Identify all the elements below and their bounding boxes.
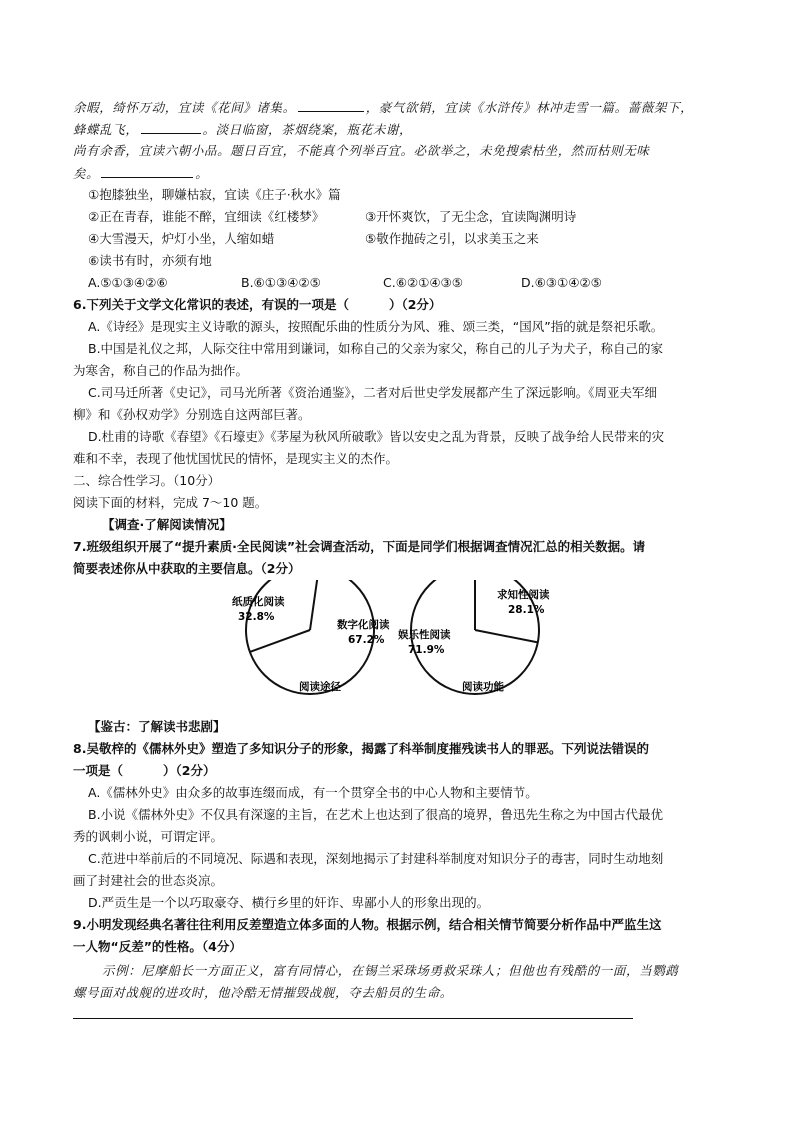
question-9-line-1: 9.小明发现经典名著往往利用反差塑造立体多面的人物。根据示例，结合相关情节简要分析作品中严监生这 — [73, 917, 662, 932]
answer-line[interactable] — [73, 1018, 633, 1019]
slice-value: 71.9% — [408, 644, 445, 656]
option-3: ③开怀爽饮，了无尘念，宜读陶渊明诗 — [365, 209, 577, 224]
subsection-survey: 【调查·了解阅读情况】 — [102, 517, 232, 532]
slice-value: 32.8% — [238, 611, 275, 623]
passage-text: 余暇，绮怀万动，宜读《花间》诸集。 — [73, 100, 296, 115]
passage-text: ，豪气欲销，宜读《水浒传》林冲走雪一篇。蔷薇架下， — [365, 100, 694, 115]
slice-value: 67.2% — [348, 634, 385, 646]
passage-text: 蜂蝶乱飞， — [73, 122, 139, 137]
question-6-stem: 6.下列关于文学文化常识的表述，有误的一项是（ ）（2分） — [73, 297, 442, 312]
q6-option-b-cont: 为寒舍，称自己的作品为拙作。 — [73, 363, 249, 378]
q8-option-d[interactable]: D.严贡生是一个以巧取豪夺、横行乡里的奸诈、卑鄙小人的形象出现的。 — [88, 895, 490, 910]
q6-option-b[interactable]: B.中国是礼仪之邦，人际交往中常用到谦词，如称自己的父亲为家父，称自己的儿子为犬子，称自己的家 — [88, 341, 664, 356]
slice-label: 娱乐性阅读 — [398, 629, 451, 641]
choice-a[interactable]: A.⑤①③④②⑥ — [88, 275, 168, 290]
passage-line-1 — [73, 99, 693, 116]
choice-b[interactable]: B.⑥①③④②⑤ — [241, 275, 321, 290]
question-8-line-2: 一项是（ ）（2分） — [73, 763, 216, 778]
slice-label: 纸质化阅读 — [232, 596, 285, 608]
q8-option-c-cont: 画了封建社会的世态炎凉。 — [73, 873, 224, 888]
q6-option-c-cont: 柳》和《孙权劝学》分别选自这两部巨著。 — [73, 407, 311, 422]
slice-label: 数字化阅读 — [337, 619, 390, 631]
example-line-2: 螺号面对战舰的进攻时，他冷酷无情摧毁战舰，夺去船员的生命。 — [73, 985, 453, 1000]
choice-c[interactable]: C.⑥②①④③⑤ — [383, 275, 463, 290]
pie-chart-2 — [398, 580, 550, 694]
slice-label: 求知性阅读 — [497, 589, 550, 601]
passage-line-2 — [73, 121, 412, 138]
option-6: ⑥读书有时，亦须有地 — [88, 253, 212, 268]
option-5: ⑤敬作抛砖之引，以求美玉之来 — [365, 231, 539, 246]
passage-line-4: 矣。 。 — [73, 166, 209, 181]
pie-slice-divider — [250, 630, 310, 652]
pie-slice-divider — [310, 580, 319, 630]
passage-text: 矣。 — [73, 166, 100, 181]
passage-line-3: 尚有余香，宜读六朝小品。题日百宜，不能真个列举百宜。必欲举之，未免搜索枯坐，然而枯则无味 — [73, 143, 650, 158]
passage-text: 。淡日临窗，茶烟绕案，瓶花未谢， — [202, 122, 413, 137]
answer-blank[interactable] — [298, 99, 364, 112]
question-7-line-2: 简要表述你从中获取的主要信息。（2分） — [73, 561, 301, 576]
q6-option-c[interactable]: C.司马迁所著《史记》，司马光所著《资治通鉴》，二者对后世史学发展都产生了深远影响。《周亚夫军细 — [88, 385, 657, 400]
q6-option-d[interactable]: D.杜甫的诗歌《春望》《石壕吏》《茅屋为秋风所破歌》皆以安史之乱为背景，反映了战争给人民带来的灾 — [88, 429, 665, 444]
question-9-line-2: 一人物“反差”的性格。（4分） — [73, 939, 242, 954]
question-8-line-1: 8.吴敬梓的《儒林外史》塑造了多知识分子的形象，揭露了科举制度摧残读书人的罪恶。下列说法错误的 — [73, 741, 649, 756]
answer-blank[interactable] — [141, 121, 201, 134]
pie-charts — [0, 580, 794, 720]
q8-option-a[interactable]: A.《儒林外史》由众多的故事连缀而成，有一个贯穿全书的中心人物和主要情节。 — [88, 785, 538, 800]
q8-option-b-cont: 秀的讽刺小说，可谓定评。 — [73, 829, 224, 844]
option-2: ②正在青春，谁能不醉，宜细读《红楼梦》 — [88, 209, 325, 224]
pie-title: 阅读功能 — [462, 681, 504, 693]
section-2-instruction: 阅读下面的材料，完成 7～10 题。 — [73, 495, 268, 510]
example-line-1: 示例：尼摩船长一方面正义，富有同情心，在锡兰采珠场勇救采珠人；但他也有残酷的一面，当鹦鹉 — [102, 963, 679, 978]
question-7-line-1: 7.班级组织开展了“提升素质·全民阅读”社会调查活动，下面是同学们根据调查情况汇总的相关数据。请 — [73, 539, 646, 554]
q8-option-b[interactable]: B.小说《儒林外史》不仅具有深邃的主旨，在艺术上也达到了很高的境界，鲁迅先生称之为中国古代最优 — [88, 807, 664, 822]
pie-title: 阅读途径 — [299, 681, 341, 693]
option-4: ④大雪漫天，炉灯小坐，人缩如蜡 — [88, 231, 275, 246]
slice-value: 28.1% — [508, 604, 545, 616]
q6-option-a[interactable]: A.《诗经》是现实主义诗歌的源头，按照配乐曲的性质分为风、雅、颂三类，“国风”指的就是祭祀乐歌。 — [88, 319, 664, 334]
option-1: ①抱膝独坐，聊嫌枯寂，宜读《庄子·秋水》篇 — [88, 187, 341, 202]
pie-chart-1 — [232, 580, 390, 694]
choice-d[interactable]: D.⑥③①④②⑤ — [521, 275, 602, 290]
q6-option-d-cont: 难和不幸，表现了他忧国忧民的情怀，是现实主义的杰作。 — [73, 451, 399, 466]
pie-slice-divider — [475, 630, 538, 642]
subsection-tragedy: 【鉴古：了解读书悲剧】 — [88, 719, 226, 734]
answer-blank[interactable] — [101, 165, 193, 178]
section-2-title: 二、综合性学习。（10分） — [73, 473, 221, 488]
q8-option-c[interactable]: C.范进中举前后的不同境况、际遇和表现，深刻地揭示了封建科举制度对知识分子的毒害，同时生动地刻 — [88, 851, 664, 866]
